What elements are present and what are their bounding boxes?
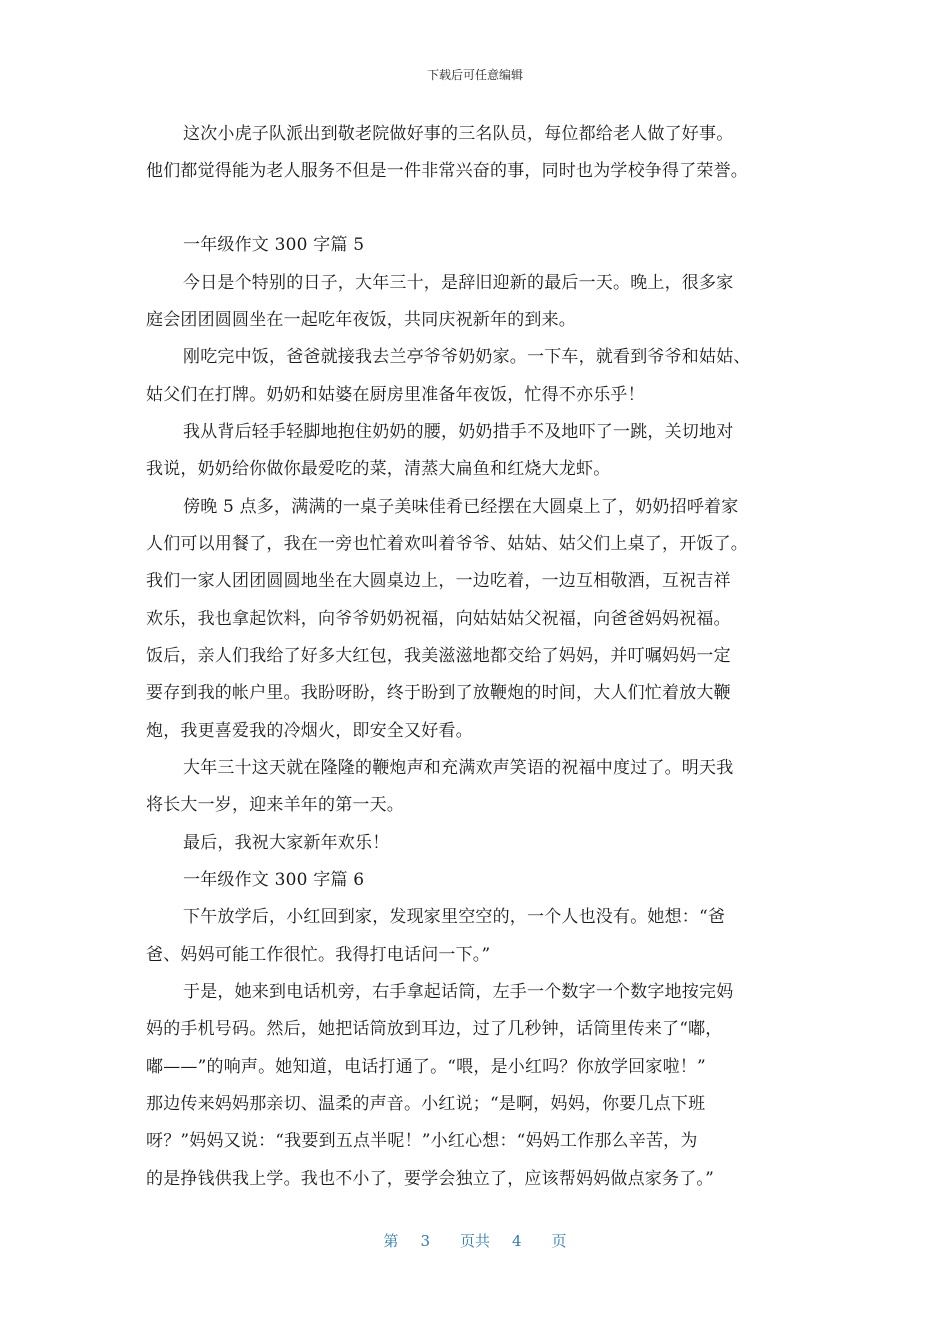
body-line: 的是挣钱供我上学。我也不小了，要学会独立了，应该帮妈妈做点家务了。”	[146, 1169, 714, 1189]
body-line: 刚吃完中饭，爸爸就接我去兰亭爷爷奶奶家。一下车，就看到爷爷和姑姑、	[183, 347, 751, 367]
body-line: 呀？”妈妈又说：“我要到五点半呢！”小红心想：“妈妈工作那么辛苦，为	[146, 1131, 698, 1151]
body-line: 庭会团团圆圆坐在一起吃年夜饭，共同庆祝新年的到来。	[146, 310, 576, 330]
body-line: 爸、妈妈可能工作很忙。我得打电话问一下。”	[146, 945, 491, 965]
body-line: 下午放学后，小红回到家，发现家里空空的，一个人也没有。她想：“爸	[183, 907, 726, 927]
footer-label-di: 第	[383, 1232, 399, 1250]
page-footer	[0, 1230, 950, 1251]
footer-page-number: 3	[420, 1232, 430, 1250]
body-line: 嘟——”的响声。她知道，电话打通了。“喂，是小红吗？你放学回家啦！”	[146, 1057, 706, 1077]
body-line: 饭后，亲人们我给了好多大红包，我美滋滋地都交给了妈妈，并叮嘱妈妈一定	[146, 646, 731, 666]
body-line: 炮，我更喜爱我的冷烟火，即安全又好看。	[146, 721, 473, 741]
body-line: 妈的手机号码。然后，她把话筒放到耳边，过了几秒钟，话筒里传来了“嘟，	[146, 1019, 723, 1039]
body-line: 将长大一岁，迎来羊年的第一天。	[146, 795, 404, 815]
page-header: 下载后可任意编辑	[426, 68, 523, 82]
footer-label-ye: 页	[551, 1232, 567, 1250]
body-line: 我们一家人团团圆圆地坐在大圆桌边上，一边吃着，一边互相敬酒，互祝吉祥	[146, 571, 731, 591]
body-line: 今日是个特别的日子，大年三十，是辞旧迎新的最后一天。晚上，很多家	[183, 273, 734, 293]
body-line: 姑父们在打牌。奶奶和姑婆在厨房里准备年夜饭，忙得不亦乐乎！	[146, 385, 645, 405]
body-line: 要存到我的帐户里。我盼呀盼，终于盼到了放鞭炮的时间，大人们忙着放大鞭	[146, 683, 731, 703]
footer-label-yegong: 页共	[459, 1232, 490, 1250]
body-line: 大年三十这天就在隆隆的鞭炮声和充满欢声笑语的祝福中度过了。明天我	[183, 758, 734, 778]
body-line: 这次小虎子队派出到敬老院做好事的三名队员，每位都给老人做了好事。	[183, 124, 734, 144]
body-line: 他们都觉得能为老人服务不但是一件非常兴奋的事，同时也为学校争得了荣誉。	[146, 161, 748, 181]
body-line: 人们可以用餐了，我在一旁也忙着欢叫着爷爷、姑姑、姑父们上桌了，开饭了。	[146, 534, 748, 554]
body-line: 最后，我祝大家新年欢乐！	[183, 833, 390, 853]
body-line: 那边传来妈妈那亲切、温柔的声音。小红说；“是啊，妈妈，你要几点下班	[146, 1094, 706, 1114]
body-line: 欢乐，我也拿起饮料，向爷爷奶奶祝福，向姑姑姑父祝福，向爸爸妈妈祝福。	[146, 609, 731, 629]
body-line: 于是，她来到电话机旁，右手拿起话筒，左手一个数字一个数字地按完妈	[183, 982, 734, 1002]
body-line: 我说，奶奶给你做你最爱吃的菜，清蒸大扁鱼和红烧大龙虾。	[146, 459, 611, 479]
body-line: 我从背后轻手轻脚地抱住奶奶的腰，奶奶措手不及地吓了一跳，关切地对	[183, 422, 734, 442]
body-line: 傍晚 5 点多，满满的一桌子美味佳肴已经摆在大圆桌上了，奶奶招呼着家	[183, 497, 739, 517]
section-heading: 一年级作文 300 字篇 5	[183, 235, 365, 255]
section-heading: 一年级作文 300 字篇 6	[183, 870, 365, 890]
footer-total-pages: 4	[512, 1232, 522, 1250]
